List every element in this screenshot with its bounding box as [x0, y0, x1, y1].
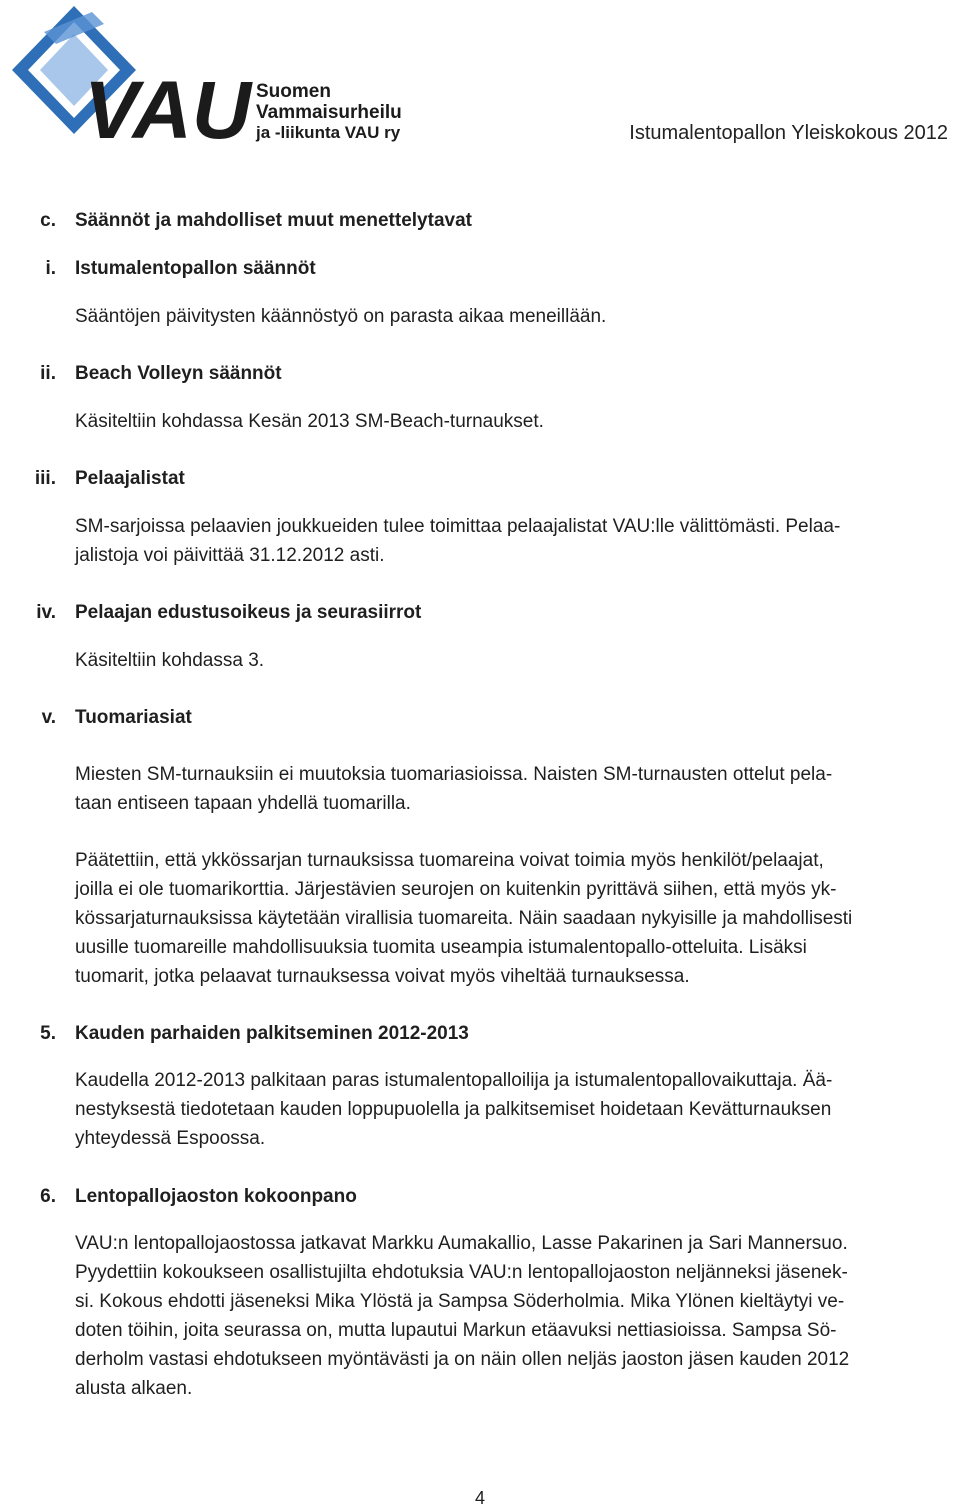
- vau-logo-mark: [4, 4, 424, 144]
- section-c-title: Säännöt ja mahdolliset muut menettelytavat: [75, 210, 472, 231]
- section-iv-number: iv.: [36, 602, 56, 623]
- section-5-line1: Kaudella 2012-2013 palkitaan paras istumalentopalloilija ja istumalentopallovaikuttaja. Ää-: [75, 1070, 833, 1091]
- section-i-number: i.: [45, 258, 56, 279]
- logo-org-line2: Vammaisurheilu: [256, 102, 402, 123]
- section-6-line5: derholm vastasi ehdotukseen myöntävästi ja on näin ollen neljäs jaoston jäsen kauden 2012: [75, 1349, 850, 1370]
- section-v-p2-line4: uusille tuomareille mahdollisuuksia tuomita useampia istumalentopallo-otteluita. Lisäksi: [75, 937, 807, 958]
- section-iv-body: Käsiteltiin kohdassa 3.: [75, 650, 265, 671]
- section-ii-body: Käsiteltiin kohdassa Kesän 2013 SM-Beach-turnaukset.: [75, 411, 544, 432]
- section-v-p1-line2: taan entiseen tapaan yhdellä tuomarilla.: [75, 793, 411, 814]
- section-6-line6: alusta alkaen.: [75, 1378, 193, 1399]
- section-v-p2-line5: tuomarit, jotka pelaavat turnauksessa voivat myös viheltää turnauksessa.: [75, 966, 690, 987]
- section-6-line3: si. Kokous ehdotti jäseneksi Mika Ylöstä ja Sampsa Söderholmia. Mika Ylönen kieltäytyi ve-: [75, 1291, 845, 1312]
- vau-logo: [4, 4, 424, 144]
- section-i-title: Istumalentopallon säännöt: [75, 258, 316, 279]
- section-v-p2-line2: joilla ei ole tuomarikorttia. Järjestävien seurojen on kuitenkin pyrittävä siihen, että myös yk-: [75, 879, 837, 900]
- section-6-line2: Pyydettiin kokoukseen osallistujilta ehdotuksia VAU:n lentopallojaoston neljänneksi jäsenek-: [75, 1262, 848, 1283]
- section-6-line4: doten töihin, joita seurassa on, mutta lupautui Markun etäavuksi nettiasioissa. Sampsa Sö-: [75, 1320, 837, 1341]
- section-5-title: Kauden parhaiden palkitseminen 2012-2013: [75, 1023, 469, 1044]
- section-ii-number: ii.: [40, 363, 56, 384]
- section-6-number: 6.: [40, 1186, 56, 1207]
- section-c-number: c.: [40, 210, 56, 231]
- section-v-p2-line1: Päätettiin, että ykkössarjan turnauksissa tuomareina voivat toimia myös henkilöt/pelaajat,: [75, 850, 824, 871]
- logo-org-line1: Suomen: [256, 81, 331, 102]
- section-i-body: Sääntöjen päivitysten käännöstyö on parasta aikaa meneillään.: [75, 306, 607, 327]
- section-v-p2-line3: kössarjaturnauksissa käytetään virallisia tuomareita. Näin saadaan nykyisille ja mahdollisesti: [75, 908, 853, 929]
- section-iii-number: iii.: [34, 468, 56, 489]
- section-v-number: v.: [41, 707, 56, 728]
- section-iii-title: Pelaajalistat: [75, 468, 185, 489]
- section-5-line3: yhteydessä Espoossa.: [75, 1128, 266, 1149]
- section-iii-body-line2: jalistoja voi päivittää 31.12.2012 asti.: [75, 545, 385, 566]
- section-iv-title: Pelaajan edustusoikeus ja seurasiirrot: [75, 602, 422, 623]
- section-iii-body-line1: SM-sarjoissa pelaavien joukkueiden tulee toimittaa pelaajalistat VAU:lle välittömästi. Pelaa-: [75, 516, 841, 537]
- logo-wordmark: VAU: [84, 65, 252, 144]
- section-v-p1-line1: Miesten SM-turnauksiin ei muutoksia tuomariasioissa. Naisten SM-turnausten ottelut pela-: [75, 764, 833, 785]
- page-number: 4: [474, 1488, 485, 1508]
- document-title: Istumalentopallon Yleiskokous 2012: [629, 122, 948, 144]
- section-5-number: 5.: [40, 1023, 56, 1044]
- section-6-line1: VAU:n lentopallojaostossa jatkavat Markku Aumakallio, Lasse Pakarinen ja Sari Mannersuo.: [75, 1233, 848, 1254]
- section-v-title: Tuomariasiat: [75, 707, 192, 728]
- section-6-title: Lentopallojaoston kokoonpano: [75, 1186, 357, 1207]
- section-5-line2: nestyksestä tiedotetaan kauden loppupuolella ja palkitsemiset hoidetaan Kevätturnauksen: [75, 1099, 832, 1120]
- logo-org-line3: ja -liikunta VAU ry: [256, 123, 401, 142]
- section-ii-title: Beach Volleyn säännöt: [75, 363, 282, 384]
